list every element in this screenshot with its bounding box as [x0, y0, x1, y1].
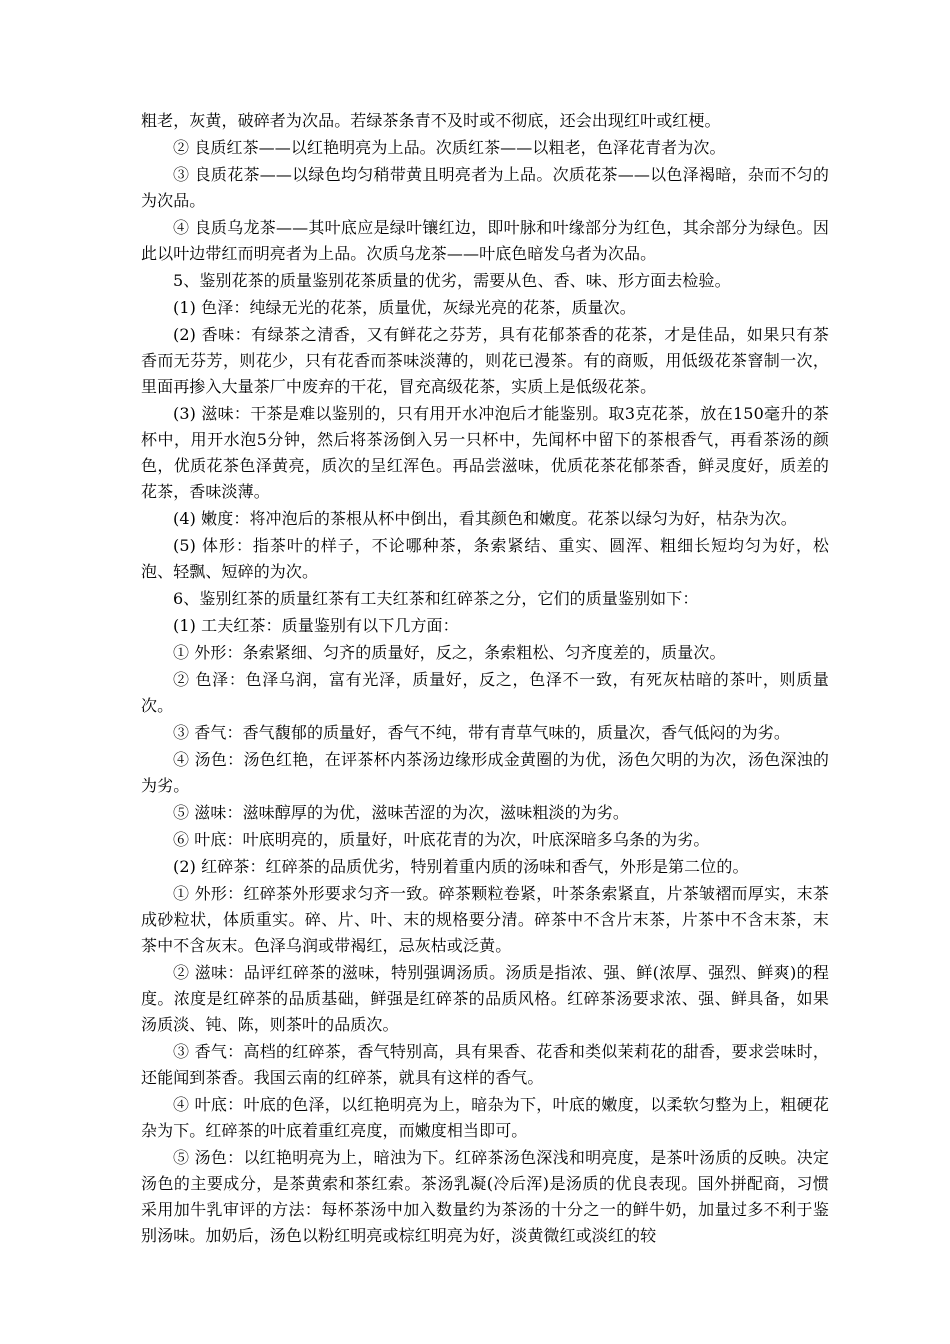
- paragraph: ① 外形：条索紧细、匀齐的质量好，反之，条索粗松、匀齐度差的，质量次。: [173, 643, 726, 662]
- paragraph: ⑤ 滋味：滋味醇厚的为优，滋味苦涩的为次，滋味粗淡的为劣。: [173, 803, 629, 822]
- document-body: [141, 108, 829, 1250]
- paragraph: 粗老，灰黄，破碎者为次品。若绿茶条青不及时或不彻底，还会出现红叶或红梗。: [141, 111, 721, 130]
- paragraph: ② 良质红茶——以红艳明亮为上品。次质红茶——以粗老，色泽花青者为次。: [173, 138, 726, 157]
- paragraph: (2) 红碎茶：红碎茶的品质优劣，特别着重内质的汤味和香气，外形是第二位的。: [173, 857, 749, 876]
- paragraph: (2) 香味：有绿茶之清香，又有鲜花之芬芳，具有花郁茶香的花茶，才是佳品，如果只有茶香而无芬芳，则花少，只有花香而茶味淡薄的，则花已漫茶。有的商贩，用低级花茶窨制一次，里面再掺入大量茶厂中废弃的干花，冒充高级花茶，实质上是低级花茶。: [141, 325, 829, 396]
- paragraph: ② 滋味：品评红碎茶的滋味，特别强调汤质。汤质是指浓、强、鲜(浓厚、强烈、鲜爽)的程度。浓度是红碎茶的品质基础，鲜强是红碎茶的品质风格。红碎茶汤要求浓、强、鲜具备，如果汤质淡、钝、陈，则茶叶的品质次。: [141, 963, 829, 1034]
- paragraph: ⑤ 汤色：以红艳明亮为上，暗浊为下。红碎茶汤色深浅和明亮度，是茶叶汤质的反映。决定汤色的主要成分，是茶黄索和茶红索。茶汤乳凝(冷后浑)是汤质的优良表现。国外拼配商，习惯采用加牛乳审评的方法：每杯茶汤中加入数量约为茶汤的十分之一的鲜牛奶，加量过多不利于鉴别汤味。加奶后，汤色以粉红明亮或棕红明亮为好，淡黄微红或淡红的较: [141, 1148, 829, 1245]
- paragraph: ① 外形：红碎茶外形要求匀齐一致。碎茶颗粒卷紧，叶茶条索紧直，片茶皱褶而厚实，末茶成砂粒状，体质重实。碎、片、叶、末的规格要分清。碎茶中不含片末茶，片茶中不含末茶，末茶中不含灰末。色泽乌润或带褐红，忌灰枯或泛黄。: [141, 884, 829, 955]
- paragraph: ④ 良质乌龙茶——其叶底应是绿叶镶红边，即叶脉和叶缘部分为红色，其余部分为绿色。因此以叶边带红而明亮者为上品。次质乌龙茶——叶底色暗发乌者为次品。: [141, 218, 829, 263]
- paragraph: (1) 色泽：纯绿无光的花茶，质量优，灰绿光亮的花茶，质量次。: [173, 298, 636, 317]
- paragraph: ③ 香气：高档的红碎茶，香气特别高，具有果香、花香和类似茉莉花的甜香，要求尝味时，还能闻到茶香。我国云南的红碎茶，就具有这样的香气。: [141, 1042, 829, 1087]
- paragraph: ④ 汤色：汤色红艳，在评茶杯内茶汤边缘形成金黄圈的为优，汤色欠明的为次，汤色深浊的为劣。: [141, 750, 829, 795]
- paragraph: ⑥ 叶底：叶底明亮的，质量好，叶底花青的为次，叶底深暗多乌条的为劣。: [173, 830, 710, 849]
- paragraph: ③ 良质花茶——以绿色均匀稍带黄且明亮者为上品。次质花茶——以色泽褐暗，杂而不匀的为次品。: [141, 165, 829, 210]
- paragraph: ④ 叶底：叶底的色泽，以红艳明亮为上，暗杂为下，叶底的嫩度，以柔软匀整为上，粗硬花杂为下。红碎茶的叶底着重红亮度，而嫩度相当即可。: [141, 1095, 829, 1140]
- paragraph: 6、鉴别红茶的质量红茶有工夫红茶和红碎茶之分，它们的质量鉴别如下：: [173, 589, 699, 608]
- paragraph: ② 色泽：色泽乌润，富有光泽，质量好，反之，色泽不一致，有死灰枯暗的茶叶，则质量次。: [141, 670, 829, 715]
- paragraph: 5、鉴别花茶的质量鉴别花茶质量的优劣，需要从色、香、味、形方面去检验。: [173, 271, 731, 290]
- paragraph: (1) 工夫红茶：质量鉴别有以下几方面：: [173, 616, 459, 635]
- paragraph: ③ 香气：香气馥郁的质量好，香气不纯，带有青草气味的，质量次，香气低闷的为劣。: [173, 723, 790, 742]
- paragraph: (4) 嫩度：将冲泡后的茶根从杯中倒出，看其颜色和嫩度。花茶以绿匀为好，枯杂为次。: [173, 509, 797, 528]
- paragraph: (5) 体形：指茶叶的样子，不论哪种茶，条索紧结、重实、圆浑、粗细长短均匀为好，松泡、轻飘、短碎的为次。: [141, 536, 829, 581]
- paragraph: (3) 滋味：干茶是难以鉴别的，只有用开水冲泡后才能鉴别。取3克花茶，放在150毫升的茶杯中，用开水泡5分钟，然后将茶汤倒入另一只杯中，先闻杯中留下的茶根香气，再看茶汤的颜色，优质花茶色泽黄亮，质次的呈红浑色。再品尝滋味，优质花茶花郁茶香，鲜灵度好，质差的花茶，香味淡薄。: [141, 404, 829, 501]
